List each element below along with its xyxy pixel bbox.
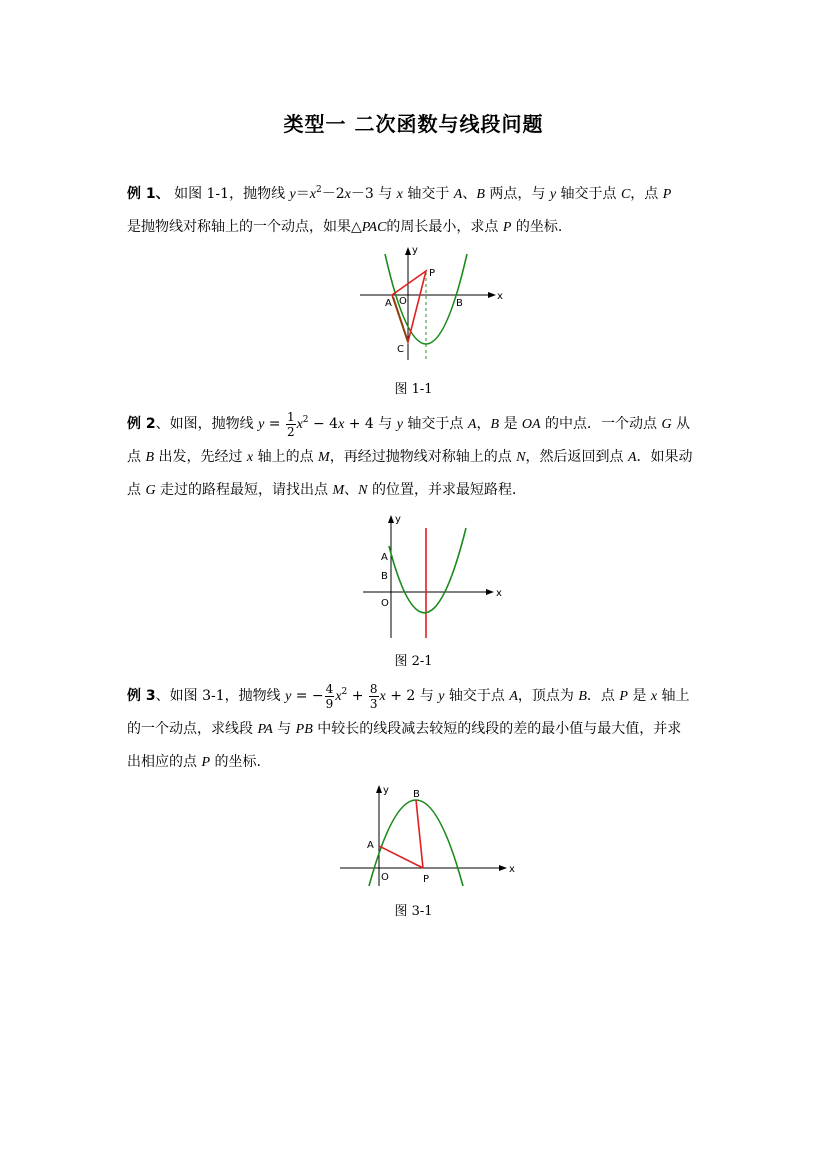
figure-1-1 [352, 242, 502, 366]
fraction-four-ninths: $\frac{4}{9}$ [325, 681, 334, 711]
figure-3-1-caption: 图 3-1 [394, 904, 433, 919]
example-1-text: 例 1、 如图 1-1，抛物线 $y=x^2-2x-3$ 与 x 轴交于 A、B 两点，与 y 轴交于点 C，点 P 是抛物线对称轴上的一个动点，如果△PAC的周长最小，求点 P 的坐标. [127, 185, 672, 235]
fraction-one-half: $\frac{1}{2}$ [286, 409, 295, 439]
example-1-label: 例 1、 [127, 186, 170, 202]
label-x: x [497, 291, 503, 302]
label-y: y [383, 785, 389, 796]
example-2-text: 例 2、如图，抛物线 y = $\frac{1}{2}$ $x^2 - 4x + 4$ 与 y 轴交于点 A，B 是 OA 的中点．一个动点 G 从 点 B 出发，先经过 x 轴上的点 M，再经过抛物线对称轴上的点 N，然后返回到点 A．如果动 点 G 走过的路程最短，请找出点 M、N 的位置，并求最短路程． [127, 409, 693, 498]
parabola [389, 528, 466, 613]
figure-2-1 [358, 510, 503, 642]
segment-pb [416, 800, 423, 868]
label-y: y [395, 514, 401, 525]
figure-2-1-caption: 图 2-1 [394, 654, 433, 669]
label-x: x [509, 864, 515, 875]
y-axis-arrow [405, 247, 411, 255]
label-A: A [385, 298, 392, 309]
label-y: y [412, 245, 418, 256]
example-3-label: 例 3 [127, 688, 156, 704]
label-B: B [456, 298, 463, 309]
x-axis-arrow [488, 292, 496, 298]
label-A: A [381, 552, 388, 563]
label-C: C [397, 344, 404, 355]
figure-3-1 [335, 782, 515, 890]
example-2-label: 例 2 [127, 416, 156, 432]
y-axis-arrow [388, 515, 394, 523]
y-axis-arrow [376, 785, 382, 793]
label-x: x [496, 588, 502, 599]
segment-pa [379, 846, 423, 868]
label-O: O [381, 872, 389, 883]
x-axis-arrow [499, 865, 507, 871]
label-B: B [381, 571, 388, 582]
label-A: A [367, 840, 374, 851]
page-title: 类型一 二次函数与线段问题 [283, 112, 544, 136]
fraction-eight-thirds: $\frac{8}{3}$ [369, 681, 378, 711]
label-O: O [399, 296, 407, 307]
label-B: B [413, 789, 420, 800]
label-O: O [381, 598, 389, 609]
example-3-text: 例 3、如图 3-1，抛物线 y = − $\frac{4}{9}$ $x^2$ + $\frac{8}{3}$ x + 2 与 y 轴交于点 A，顶点为 B．点 P 是 x 轴上 的一个动点，求线段 PA 与 PB 中较长的线段减去较短的线段的差的最小值与最大值，并求 出相应的点 P 的坐标. [127, 681, 690, 770]
x-axis-arrow [486, 589, 494, 595]
label-P: P [423, 874, 430, 885]
label-P: P [429, 268, 436, 279]
figure-1-1-caption: 图 1-1 [394, 382, 433, 397]
